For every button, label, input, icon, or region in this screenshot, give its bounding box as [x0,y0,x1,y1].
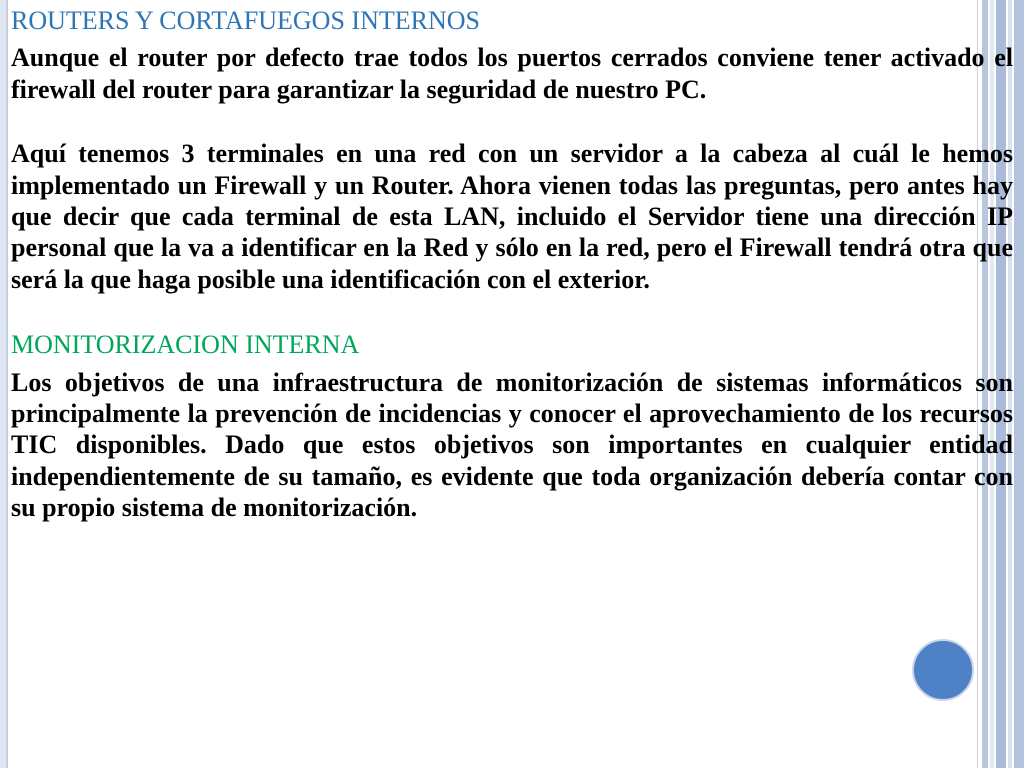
paragraph-router-firewall: Aunque el router por defecto trae todos los puertos cerrados conviene tener activado el firewall del router para garantizar la seguridad de nuestro PC. [11,43,1013,104]
decorative-circle [912,639,974,701]
left-border-line [6,0,8,768]
paragraph-network-terminals: Aquí tenemos 3 terminales en una red con un servidor a la cabeza al cuál le hemos implementado un Firewall y un Router. Ahora vienen todas las preguntas, pero antes hay que decir que cada terminal de esta LAN, incluido el Servidor tiene una dirección IP personal que la va a identificar en la Red y sólo en la red, pero el Firewall tendrá otra que será la que haga posible una identificación con el exterior. [11,139,1013,294]
slide-content [11,5,1013,524]
paragraph-monitoring: Los objetivos de una infraestructura de monitorización de sistemas informáticos son principalmente la prevención de incidencias y conocer el aprovechamiento de los recursos TIC disponibles. Dado que estos objetivos son importantes en cualquier entidad independientemente de su tamaño, es evidente que toda organización debería contar con su propio sistema de monitorización. [11,367,1013,523]
right-decorative-stripe [1014,0,1024,768]
section-heading-monitoring: MONITORIZACION INTERNA [11,330,360,360]
section-heading-routers: ROUTERS Y CORTAFUEGOS INTERNOS [11,6,480,35]
